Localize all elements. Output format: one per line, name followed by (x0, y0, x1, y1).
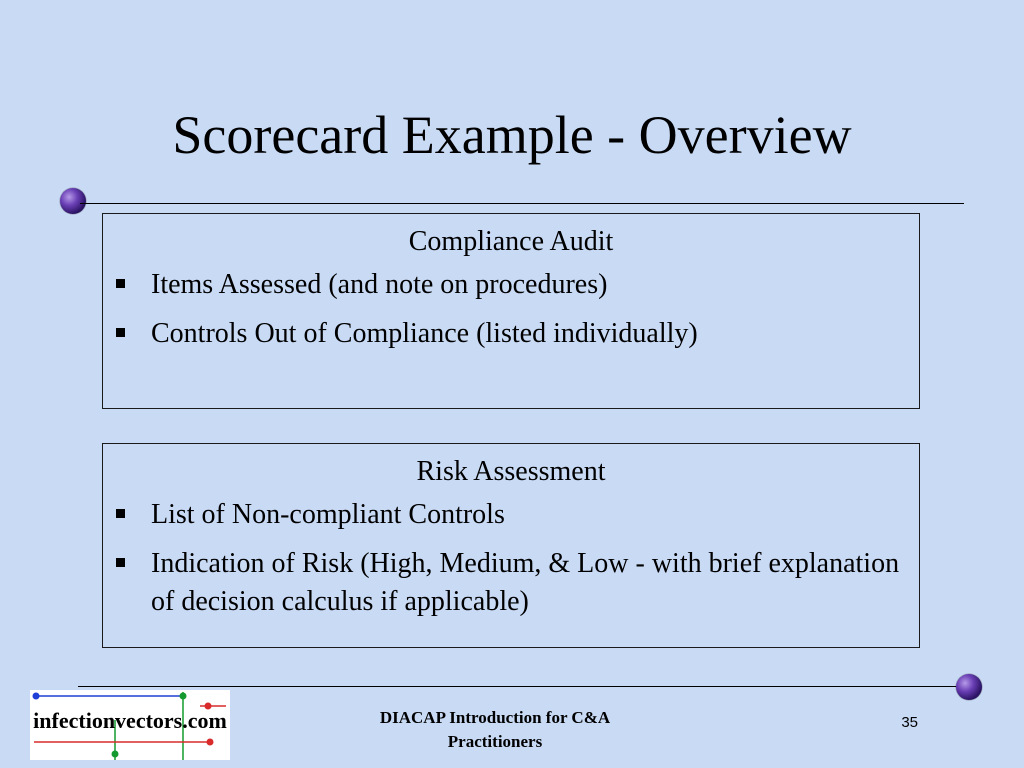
list-item-text: Indication of Risk (High, Medium, & Low - with brief explanation of decision calculus if applicable) (151, 548, 900, 617)
bullet-icon (116, 328, 125, 337)
bullet-icon (116, 558, 125, 567)
infectionvectors-logo (30, 690, 230, 760)
decorative-orb-icon (60, 188, 86, 214)
footer-line: Practitioners (447, 732, 543, 751)
compliance-audit-panel (102, 213, 920, 409)
footer-divider (78, 686, 964, 687)
footer-caption (330, 706, 660, 754)
list-item (103, 545, 919, 621)
list-item (103, 266, 919, 304)
page-number: 35 (901, 714, 918, 731)
risk-assessment-panel (102, 443, 920, 648)
list-item-text: Items Assessed (and note on procedures) (151, 269, 608, 300)
list-item-text: List of Non-compliant Controls (151, 499, 505, 530)
list-item-text: Controls Out of Compliance (listed individually) (151, 318, 698, 349)
title-divider (80, 203, 964, 204)
footer-line: DIACAP Introduction for C&A (379, 708, 611, 727)
bullet-list (103, 266, 919, 353)
bullet-icon (116, 509, 125, 518)
bullet-icon (116, 279, 125, 288)
panel-heading: Risk Assessment (416, 456, 606, 487)
list-item (103, 315, 919, 353)
slide-title: Scorecard Example - Overview (172, 105, 852, 165)
decorative-orb-icon (956, 674, 982, 700)
bullet-list (103, 496, 919, 621)
list-item (103, 496, 919, 534)
panel-heading: Compliance Audit (408, 226, 614, 257)
logo-text: infectionvectors.com (33, 708, 227, 733)
